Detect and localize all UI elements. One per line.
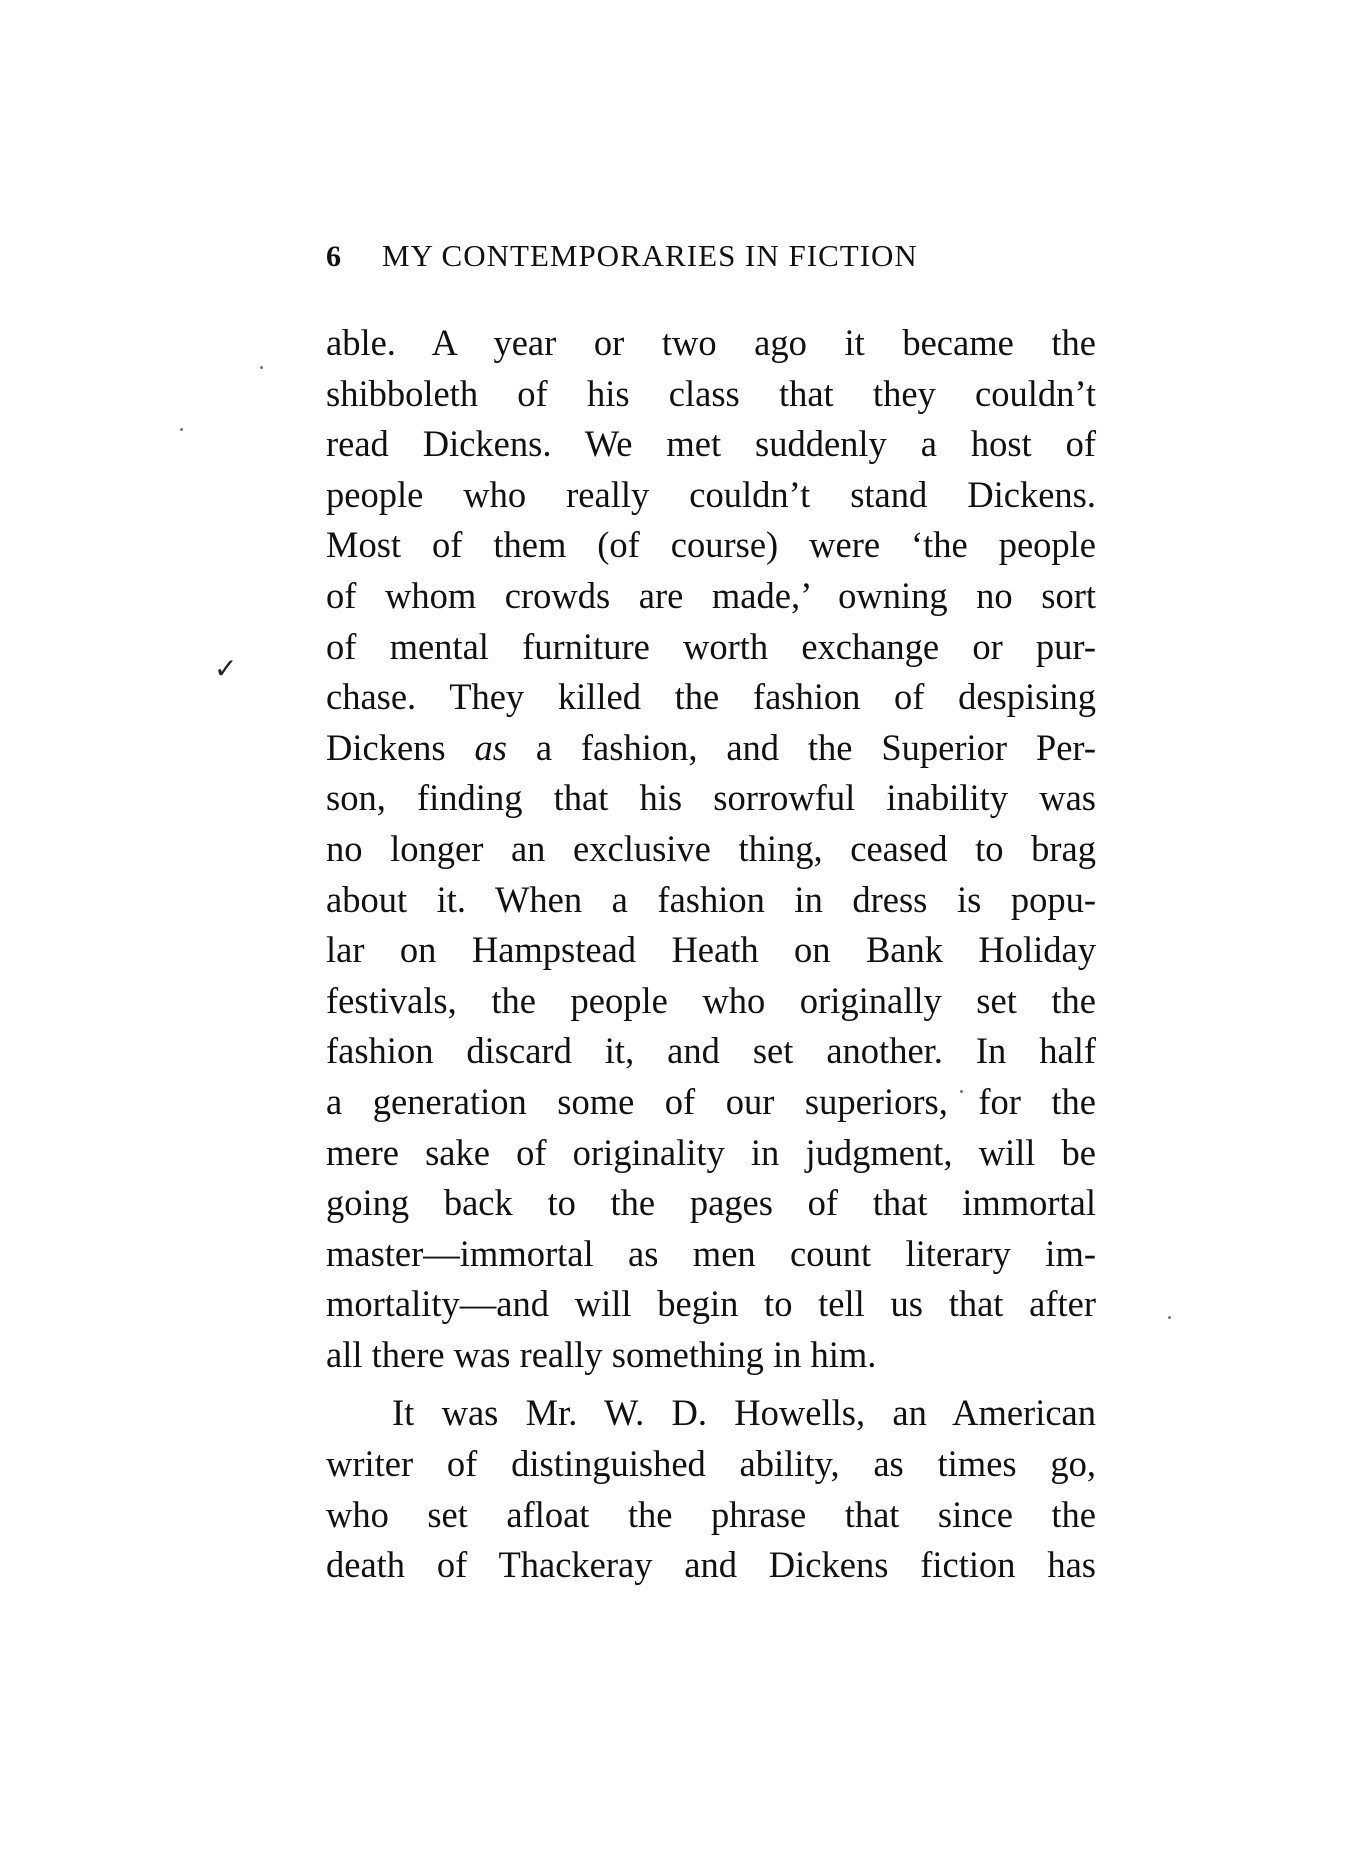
text-line: festivals, the people who originally set the	[326, 979, 1096, 1021]
running-title: MY CONTEMPORARIES IN FICTION	[382, 238, 918, 273]
text-line: of mental furniture worth exchange or pur-	[326, 625, 1096, 667]
italic-word: as	[474, 726, 507, 768]
running-head	[326, 238, 1096, 282]
text-line: chase. They killed the fashion of despising	[326, 676, 1096, 718]
text-line	[326, 723, 1096, 774]
text-line: going back to the pages of that immortal	[326, 1182, 1096, 1224]
text-run: a fashion, and the Superior Per-	[506, 726, 1096, 768]
text-line: shibboleth of his class that they couldn’t	[326, 372, 1096, 414]
text-line: all there was really something in him.	[326, 1333, 877, 1375]
text-line: able. A year or two ago it became the	[326, 322, 1096, 363]
scan-speck	[180, 428, 183, 431]
body-text	[326, 318, 1096, 1591]
text-line: a generation some of our superiors, for the	[326, 1080, 1096, 1122]
text-line: read Dickens. We met suddenly a host of	[326, 423, 1096, 465]
paragraph-gap	[326, 1380, 1096, 1388]
text-line: people who really couldn’t stand Dickens.	[326, 473, 1096, 515]
text-line: fashion discard it, and set another. In half	[326, 1030, 1096, 1072]
page-number: 6	[326, 240, 342, 273]
text-line: son, finding that his sorrowful inability was	[326, 777, 1096, 819]
checkmark-icon: ✓	[214, 654, 238, 685]
text-line: mere sake of originality in judgment, will be	[326, 1131, 1096, 1173]
scan-speck	[1168, 1316, 1171, 1319]
scan-speck	[260, 366, 263, 369]
text-line: who set afloat the phrase that since the	[326, 1493, 1096, 1535]
paragraph-1	[326, 318, 1096, 1380]
text-line: master—immortal as men count literary im-	[326, 1232, 1096, 1274]
text-line: It was Mr. W. D. Howells, an American	[392, 1392, 1096, 1434]
text-line: death of Thackeray and Dickens fiction has	[326, 1544, 1096, 1586]
text-line: about it. When a fashion in dress is popu-	[326, 878, 1096, 920]
text-run: Dickens	[326, 726, 475, 768]
text-line: of whom crowds are made,’ owning no sort	[326, 574, 1096, 616]
text-line: writer of distinguished ability, as times go,	[326, 1443, 1096, 1485]
text-line: lar on Hampstead Heath on Bank Holiday	[326, 929, 1096, 971]
paragraph-2	[326, 1388, 1096, 1590]
text-line: mortality—and will begin to tell us that after	[326, 1283, 1096, 1325]
text-line: Most of them (of course) were ‘the people	[326, 524, 1096, 566]
text-line: no longer an exclusive thing, ceased to brag	[326, 827, 1096, 869]
